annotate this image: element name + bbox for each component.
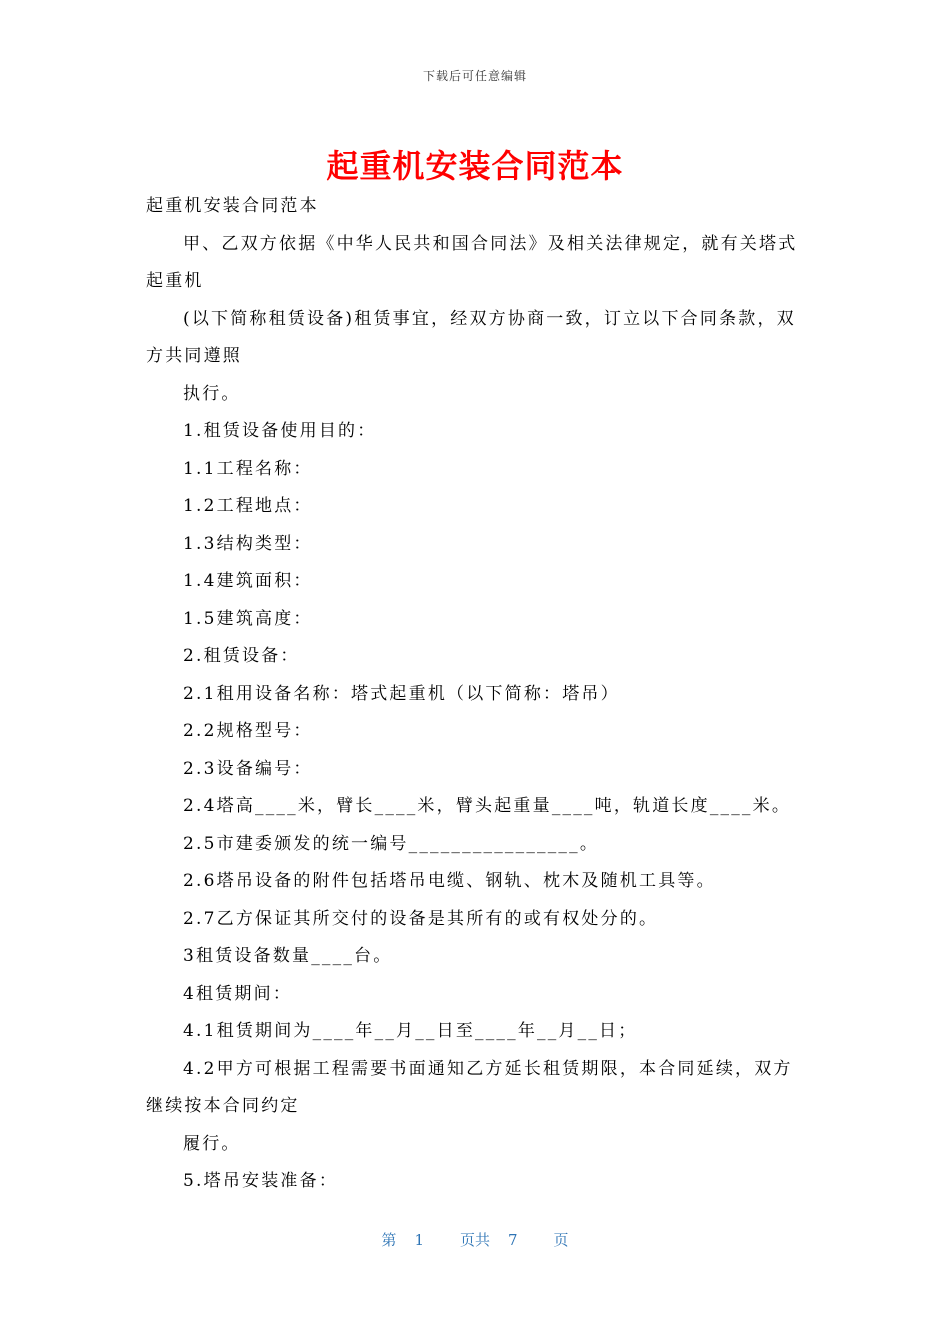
document-line: 2.2规格型号： bbox=[183, 721, 313, 741]
document-line: 2.7乙方保证其所交付的设备是其所有的或有权处分的。 bbox=[183, 908, 659, 929]
document-line: 履行。 bbox=[183, 1133, 241, 1154]
page-footer bbox=[0, 1229, 950, 1250]
document-line: 2.3设备编号： bbox=[183, 758, 313, 779]
document-line: 继续按本合同约定 bbox=[146, 1096, 300, 1116]
document-line: 1.3结构类型： bbox=[183, 533, 313, 554]
document-line: 2.1租用设备名称：塔式起重机（以下简称：塔吊） bbox=[183, 683, 620, 704]
document-line: (以下简称租赁设备)租赁事宜，经双方协商一致，订立以下合同条款，双 bbox=[183, 308, 796, 329]
footer-total-pages: 7 bbox=[508, 1231, 518, 1249]
document-line: 4.1租赁期间为____年__月__日至____年__月__日； bbox=[183, 1021, 638, 1041]
footer-mid: 页共 bbox=[459, 1231, 490, 1249]
document-line: 1.1工程名称： bbox=[183, 458, 313, 479]
document-line: 1.租赁设备使用目的： bbox=[183, 421, 377, 441]
document-line: 起重机 bbox=[146, 271, 204, 291]
document-line: 3租赁设备数量____台。 bbox=[183, 946, 393, 966]
document-line: 4.2甲方可根据工程需要书面通知乙方延长租赁期限，本合同延续，双方 bbox=[183, 1058, 793, 1079]
document-line: 1.2工程地点： bbox=[183, 496, 313, 516]
footer-suffix: 页 bbox=[553, 1231, 569, 1249]
document-line: 5.塔吊安装准备： bbox=[183, 1171, 339, 1191]
document-line: 甲、乙双方依据《中华人民共和国合同法》及相关法律规定，就有关塔式 bbox=[183, 233, 798, 254]
document-line: 4租赁期间： bbox=[183, 983, 293, 1004]
document-line: 2.6塔吊设备的附件包括塔吊电缆、钢轨、枕木及随机工具等。 bbox=[183, 871, 716, 891]
document-line: 起重机安装合同范本 bbox=[146, 196, 319, 216]
document-line: 方共同遵照 bbox=[146, 346, 242, 366]
header-note: 下载后可任意编辑 bbox=[422, 69, 527, 83]
document-title: 起重机安装合同范本 bbox=[326, 147, 624, 185]
document-body bbox=[146, 188, 802, 1201]
document-line: 2.5市建委颁发的统一编号________________。 bbox=[183, 833, 600, 854]
footer-current-page: 1 bbox=[414, 1231, 424, 1249]
document-line: 执行。 bbox=[183, 383, 241, 404]
document-line: 1.5建筑高度： bbox=[183, 608, 313, 629]
document-line: 2.4塔高____米，臂长____米，臂头起重量____吨，轨道长度____米。 bbox=[183, 796, 792, 816]
document-line: 2.租赁设备： bbox=[183, 646, 300, 666]
footer-prefix: 第 bbox=[381, 1231, 397, 1249]
document-line: 1.4建筑面积： bbox=[183, 571, 313, 591]
